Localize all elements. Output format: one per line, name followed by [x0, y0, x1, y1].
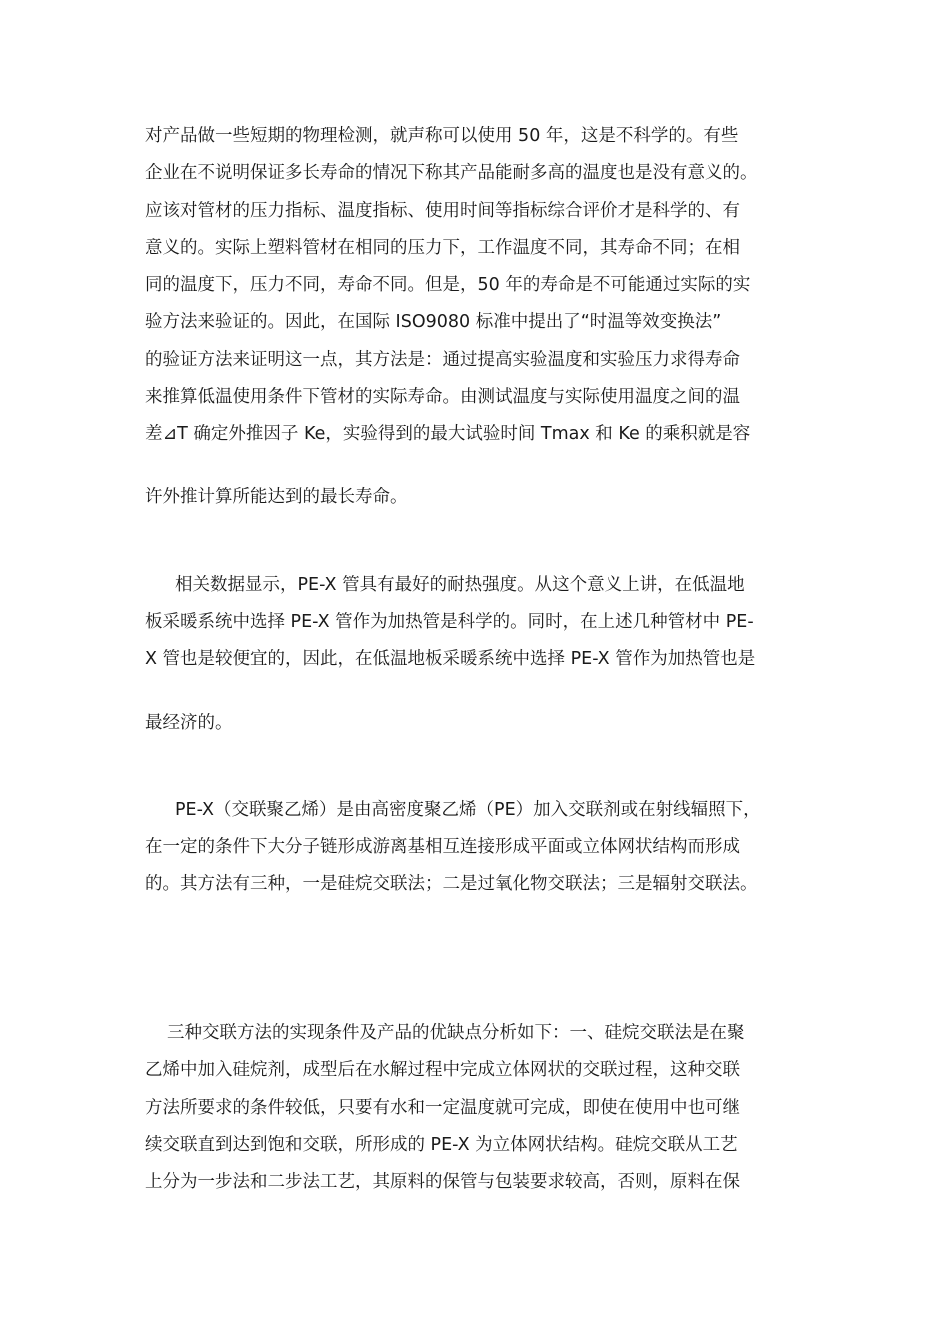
paragraph-line: 方法所要求的条件较低，只要有水和一定温度就可完成，即使在使用中也可继: [145, 1098, 740, 1118]
paragraph-line: PE-X（交联聚乙烯）是由高密度聚乙烯（PE）加入交联剂或在射线辐照下，: [175, 800, 761, 820]
paragraph-line: 差⊿T 确定外推因子 Ke，实验得到的最大试验时间 Tmax 和 Ke 的乘积就是容: [145, 424, 751, 444]
paragraph-line: X 管也是较便宜的，因此，在低温地板采暖系统中选择 PE-X 管作为加热管也是: [145, 649, 756, 669]
paragraph-line: 来推算低温使用条件下管材的实际寿命。由测试温度与实际使用温度之间的温: [145, 387, 740, 407]
paragraph-line: 板采暖系统中选择 PE-X 管作为加热管是科学的。同时，在上述几种管材中 PE-: [145, 612, 754, 632]
paragraph-line: 意义的。实际上塑料管材在相同的压力下，工作温度不同，其寿命不同；在相: [145, 238, 740, 258]
paragraph-line: 的验证方法来证明这一点，其方法是：通过提高实验温度和实验压力求得寿命: [145, 350, 740, 370]
paragraph-line: 三种交联方法的实现条件及产品的优缺点分析如下：一、硅烷交联法是在聚: [167, 1023, 745, 1043]
paragraph-line: 企业在不说明保证多长寿命的情况下称其产品能耐多高的温度也是没有意义的。: [145, 163, 758, 183]
paragraph-line: 乙烯中加入硅烷剂，成型后在水解过程中完成立体网状的交联过程，这种交联: [145, 1060, 740, 1080]
paragraph-line: 许外推计算所能达到的最长寿命。: [145, 487, 408, 507]
paragraph-line: 同的温度下，压力不同，寿命不同。但是，50 年的寿命是不可能通过实际的实: [145, 275, 751, 295]
paragraph-line: 在一定的条件下大分子链形成游离基相互连接形成平面或立体网状结构而形成: [145, 837, 740, 857]
paragraph-line: 应该对管材的压力指标、温度指标、使用时间等指标综合评价才是科学的、有: [145, 201, 740, 221]
paragraph-line: 最经济的。: [145, 713, 233, 733]
paragraph-line: 的。其方法有三种，一是硅烷交联法；二是过氧化物交联法；三是辐射交联法。: [145, 874, 758, 894]
paragraph-line: 对产品做一些短期的物理检测，就声称可以使用 50 年，这是不科学的。有些: [145, 126, 739, 146]
paragraph-line: 相关数据显示，PE-X 管具有最好的耐热强度。从这个意义上讲，在低温地: [175, 575, 745, 595]
paragraph-line: 续交联直到达到饱和交联，所形成的 PE-X 为立体网状结构。硅烷交联从工艺: [145, 1135, 738, 1155]
paragraph-line: 验方法来验证的。因此，在国际 ISO9080 标准中提出了“时温等效变换法”: [145, 312, 722, 332]
paragraph-line: 上分为一步法和二步法工艺，其原料的保管与包装要求较高，否则，原料在保: [145, 1172, 740, 1192]
